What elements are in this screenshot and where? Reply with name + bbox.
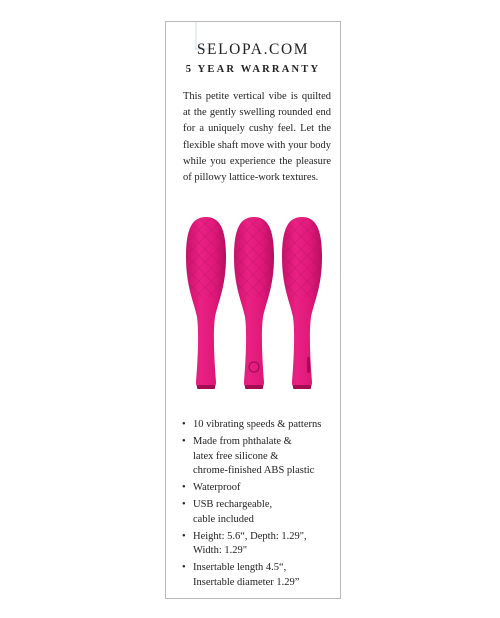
feature-list [182, 418, 332, 593]
feature-line: chrome-finished ABS plastic [193, 465, 315, 476]
bullet: • [182, 419, 186, 430]
feature-line: Height: 5.6“, Depth: 1.29", [193, 530, 307, 542]
product-image [166, 217, 342, 402]
product-vibe-back [234, 217, 274, 389]
feature-item [182, 481, 332, 496]
feature-line: Width: 1.29" [193, 545, 248, 556]
feature-item [182, 498, 332, 527]
bullet: • [182, 436, 186, 447]
feature-line: Insertable diameter 1.29” [193, 576, 300, 588]
product-vibe-side [282, 217, 322, 389]
feature-line: 10 vibrating speeds & patterns [193, 419, 322, 430]
package-panel [165, 21, 341, 599]
bullet: • [182, 499, 186, 510]
product-description: This petite vertical vibe is quilted at the gently swelling rounded end for a uniquely cushy feel. Let the flexible shaft move with your body while you experience the pleasure of pillowy lattice-work textures. [183, 91, 331, 184]
feature-line: USB rechargeable, [193, 499, 273, 510]
feature-item [182, 530, 332, 559]
feature-line: Insertable length 4.5“, [193, 562, 287, 573]
product-vibe-front [186, 217, 226, 389]
feature-item [182, 435, 332, 479]
feature-item [182, 418, 332, 433]
bullet: • [182, 562, 186, 573]
feature-line: latex free silicone & [193, 450, 279, 462]
feature-line: Made from phthalate & [193, 436, 292, 447]
bullet: • [182, 530, 186, 542]
feature-line: cable included [193, 513, 254, 525]
bullet: • [182, 482, 186, 493]
brand-name: SELOPA.COM [196, 41, 310, 58]
feature-line: Waterproof [193, 482, 241, 493]
feature-item [182, 561, 332, 590]
warranty-label: 5 YEAR WARRANTY [185, 64, 321, 75]
